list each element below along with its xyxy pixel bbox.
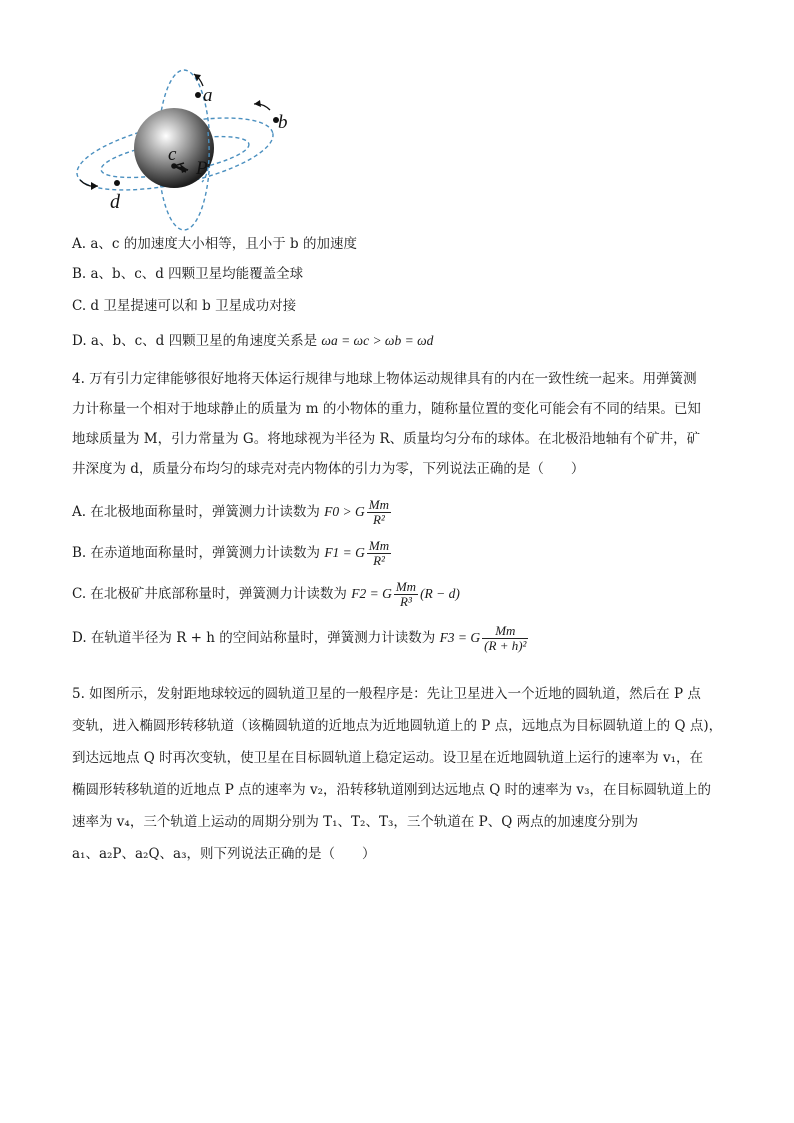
q5-line: 变轨，进入椭圆形转移轨道（该椭圆轨道的近地点为近地圆轨道上的 P 点，远地点为目标圆轨道上的 Q 点)， — [72, 718, 723, 734]
q5-line: 5. 如图所示，发射距地球较远的圆轨道卫星的一般程序是：先让卫星进入一个近地的圆轨道，然后在 P 点 — [72, 686, 701, 702]
label-d: d — [110, 191, 120, 213]
label-b: b — [278, 112, 288, 133]
q4-option-c: C. 在北极矿井底部称量时，弹簧测力计读数为 F2 = G $\frac{Mm}{\text{R³}}$ (R − d) — [72, 579, 460, 609]
q4-option-b — [72, 539, 393, 568]
q5-line: a₁、a₂P、a₂Q、a₃，则下列说法正确的是（ ） — [72, 846, 376, 862]
q4-option-a — [72, 498, 393, 527]
q4-option-c-fraction: $\frac{Mm}{\text{R³}}$ — [395, 579, 417, 609]
q3-option-d-math: ωa = ωc > ωb = ωd — [321, 333, 434, 348]
q4-option-d-math: F3 = G — [439, 630, 481, 645]
question-4-stem — [72, 364, 732, 484]
q4-option-d — [72, 624, 530, 653]
q4-line: 力计称量一个相对于地球静止的质量为 m 的小物体的重力，随称量位置的变化可能会有不同的结果。已知 — [72, 401, 701, 417]
q3-option-c: C. d 卫星提速可以和 b 卫星成功对接 — [72, 298, 297, 314]
q4-option-b-math: F1 = G — [324, 545, 365, 560]
q4-option-a-math: F0 > G — [324, 504, 365, 519]
q3-option-a: A. a、c 的加速度大小相等，且小于 b 的加速度 — [72, 236, 357, 252]
q4-line: 4. 万有引力定律能够很好地将天体运行规律与地球上物体运动规律具有的内在一致性统一起来。用弹簧测 — [72, 371, 697, 387]
satellite-orbit-figure — [70, 62, 310, 232]
q4-option-d-fraction: $\frac{Mm}{\text{(R + h)²}}$ — [484, 623, 527, 653]
q4-option-c-math: F2 = G — [351, 586, 392, 601]
q5-line: 椭圆形转移轨道的近地点 P 点的速率为 v₂，沿转移轨道刚到达远地点 Q 时的速率为 v₃，在目标圆轨道上的 — [72, 782, 711, 798]
q4-option-b-fraction: $\frac{Mm}{\text{R²}}$ — [368, 538, 390, 568]
q3-option-b: B. a、b、c、d 四颗卫星均能覆盖全球 — [72, 266, 304, 282]
q4-option-d-text: D. 在轨道半径为 R + h 的空间站称量时，弹簧测力计读数为 — [72, 630, 436, 646]
q4-option-a-text: A. 在北极地面称量时，弹簧测力计读数为 — [72, 504, 320, 520]
label-P: P — [196, 158, 208, 179]
q4-option-c-text: C. 在北极矿井底部称量时，弹簧测力计读数为 — [72, 586, 347, 602]
satellite-d — [114, 180, 120, 186]
q4-option-a-fraction: $\frac{Mm}{\text{R²}}$ — [368, 497, 389, 527]
q3-option-d-text: D. a、b、c、d 四颗卫星的角速度关系是 — [72, 333, 322, 349]
q4-line: 井深度为 d，质量分布均匀的球壳对壳内物体的引力为零，下列说法正确的是（ ） — [72, 461, 585, 477]
q5-line: 速率为 v₄，三个轨道上运动的周期分别为 T₁、T₂、T₃，三个轨道在 P、Q 两点的加速度分别为 — [72, 814, 639, 830]
question-5-stem — [72, 678, 732, 870]
q5-line: 到达远地点 Q 时再次变轨，使卫星在目标圆轨道上稳定运动。设卫星在近地圆轨道上运行的速率为 v₁，在 — [72, 750, 703, 766]
q4-line: 地球质量为 M，引力常量为 G。将地球视为半径为 R、质量均匀分布的球体。在北极沿地轴有个矿井，矿 — [72, 431, 701, 447]
q4-option-b-text: B. 在赤道地面称量时，弹簧测力计读数为 — [72, 545, 321, 561]
q3-option-d — [72, 331, 433, 351]
label-c: c — [168, 144, 177, 165]
satellite-a — [195, 92, 201, 98]
label-a: a — [203, 85, 213, 106]
